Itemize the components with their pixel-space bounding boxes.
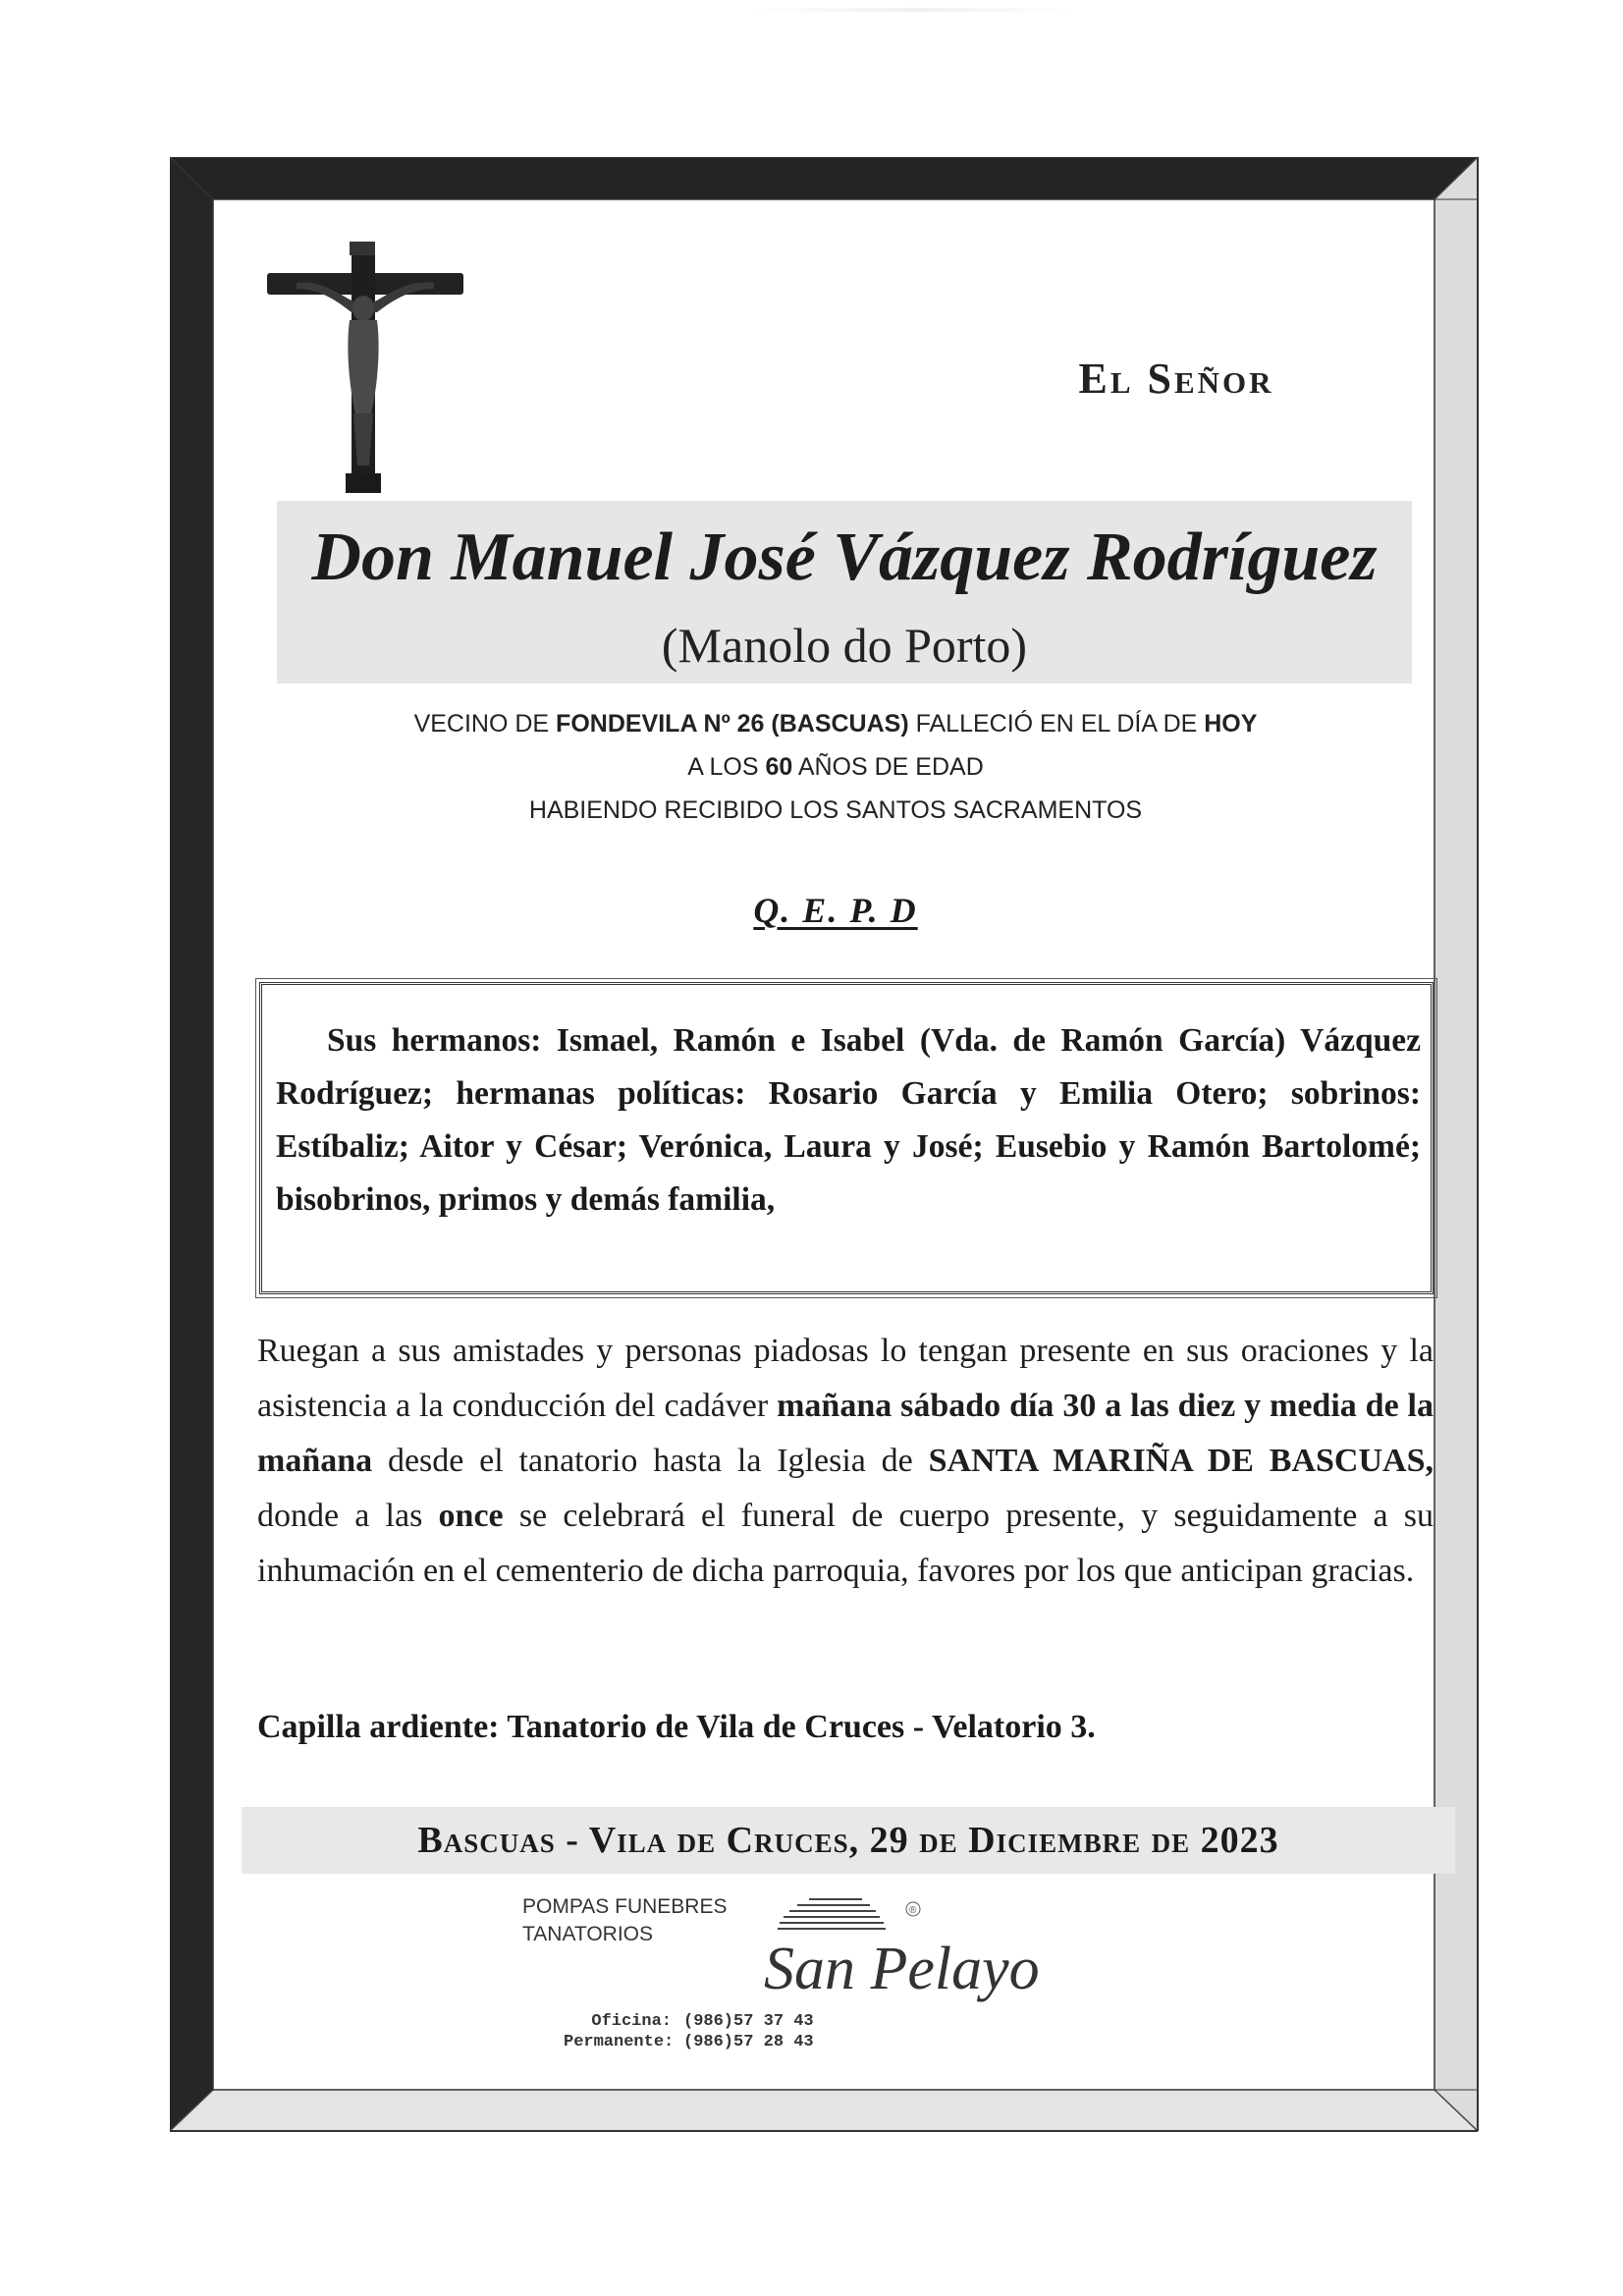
family-text: Sus hermanos: Ismael, Ramón e Isabel (Vda. de Ramón García) Vázquez Rodríguez; hermanas políticas: Rosario García y Emilia Otero; sobrinos: Estíbaliz; Aitor y César; Verónica, Laura y José; Eusebio y Ramón Bartolomé; bisobrinos, primos y demás familia, xyxy=(276,1022,1421,1218)
capilla-ardiente: Capilla ardiente: Tanatorio de Vila de Cruces - Velatorio 3. xyxy=(257,1709,1096,1745)
family-box xyxy=(259,982,1434,1294)
frame-left-bevel xyxy=(170,157,213,2131)
frame-bottom-bevel xyxy=(170,2090,1478,2131)
deceased-alias: (Manolo do Porto) xyxy=(661,618,1028,673)
phone-row-oficina: Oficina: (986)57 37 43 xyxy=(591,2012,814,2031)
frame-top-bevel xyxy=(170,157,1478,199)
details-line-1: VECINO DE FONDEVILA Nº 26 (BASCUAS) FALLECIÓ EN EL DÍA DE HOY xyxy=(413,710,1258,738)
date-bar xyxy=(242,1807,1455,1874)
details-block xyxy=(214,702,1457,832)
obituary-card xyxy=(214,196,1457,2082)
phone-list xyxy=(564,2011,814,2052)
company-label: POMPAS FUNEBRES TANATORIOS xyxy=(522,1895,728,1945)
qepd-text: Q. E. P. D xyxy=(753,891,918,930)
deceased-name: Don Manuel José Vázquez Rodríguez xyxy=(311,519,1378,595)
company-logo: San Pelayo xyxy=(764,1936,1040,2002)
details-line-2: A LOS 60 AÑOS DE EDAD xyxy=(687,753,984,781)
crucifix-icon xyxy=(267,242,463,493)
date-line: Bascuas - Vila de Cruces, 29 de Diciembre de 2023 xyxy=(417,1820,1279,1861)
honorific-title: El Señor xyxy=(1078,355,1274,403)
registered-mark: ® xyxy=(909,1905,917,1916)
phone-row-permanente: Permanente: (986)57 28 43 xyxy=(564,2033,814,2051)
name-banner xyxy=(277,501,1412,683)
details-line-3: HABIENDO RECIBIDO LOS SANTOS SACRAMENTOS xyxy=(528,796,1143,824)
funeral-paragraph: Ruegan a sus amistades y personas piadosas lo tengan presente en sus oraciones y la asistencia a la conducción del cadáver mañana sábado día 30 a las diez y media de la mañana desde el tanatorio hasta la Iglesia de SANTA MARIÑA DE BASCUAS, donde a las once se celebrará el funeral de cuerpo presente, y seguidamente a su inhumación en el cementerio de dicha parroquia, favores por los que anticipan gracias. xyxy=(257,1333,1434,1589)
